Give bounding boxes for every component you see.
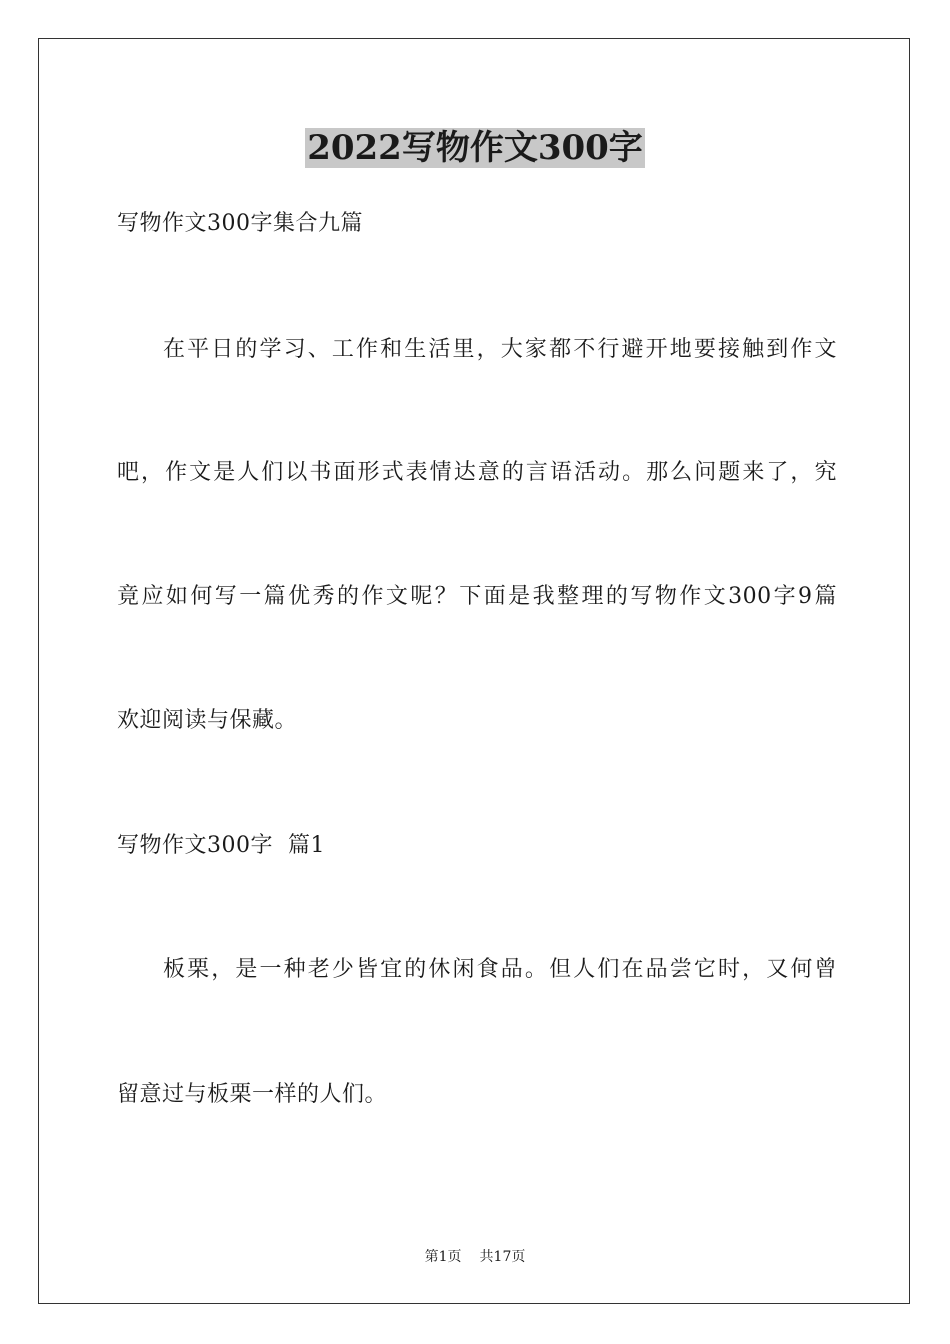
document-subtitle: 写物作文300字集合九篇 xyxy=(117,211,363,236)
intro-line-1: 在平日的学习、工作和生活里，大家都不行避开地要接触到作文 xyxy=(163,337,837,362)
section-heading: 写物作文300字 篇1 xyxy=(117,833,325,858)
section-line-1: 板栗，是一种老少皆宜的休闲食品。但人们在品尝它时，又何曾 xyxy=(163,957,837,982)
page-footer xyxy=(0,1247,950,1267)
page-total: 共17页 xyxy=(479,1249,526,1265)
document-title xyxy=(0,126,950,170)
intro-line-3: 竟应如何写一篇优秀的作文呢？下面是我整理的写物作文300字9篇 xyxy=(117,584,837,609)
page-number: 第1页 xyxy=(424,1249,462,1265)
section-line-2: 留意过与板栗一样的人们。 xyxy=(117,1082,388,1107)
intro-line-2: 吧，作文是人们以书面形式表情达意的言语活动。那么问题来了，究 xyxy=(117,460,837,485)
document-title-text: 2022写物作文300字 xyxy=(307,128,643,168)
intro-line-4: 欢迎阅读与保藏。 xyxy=(117,708,298,733)
